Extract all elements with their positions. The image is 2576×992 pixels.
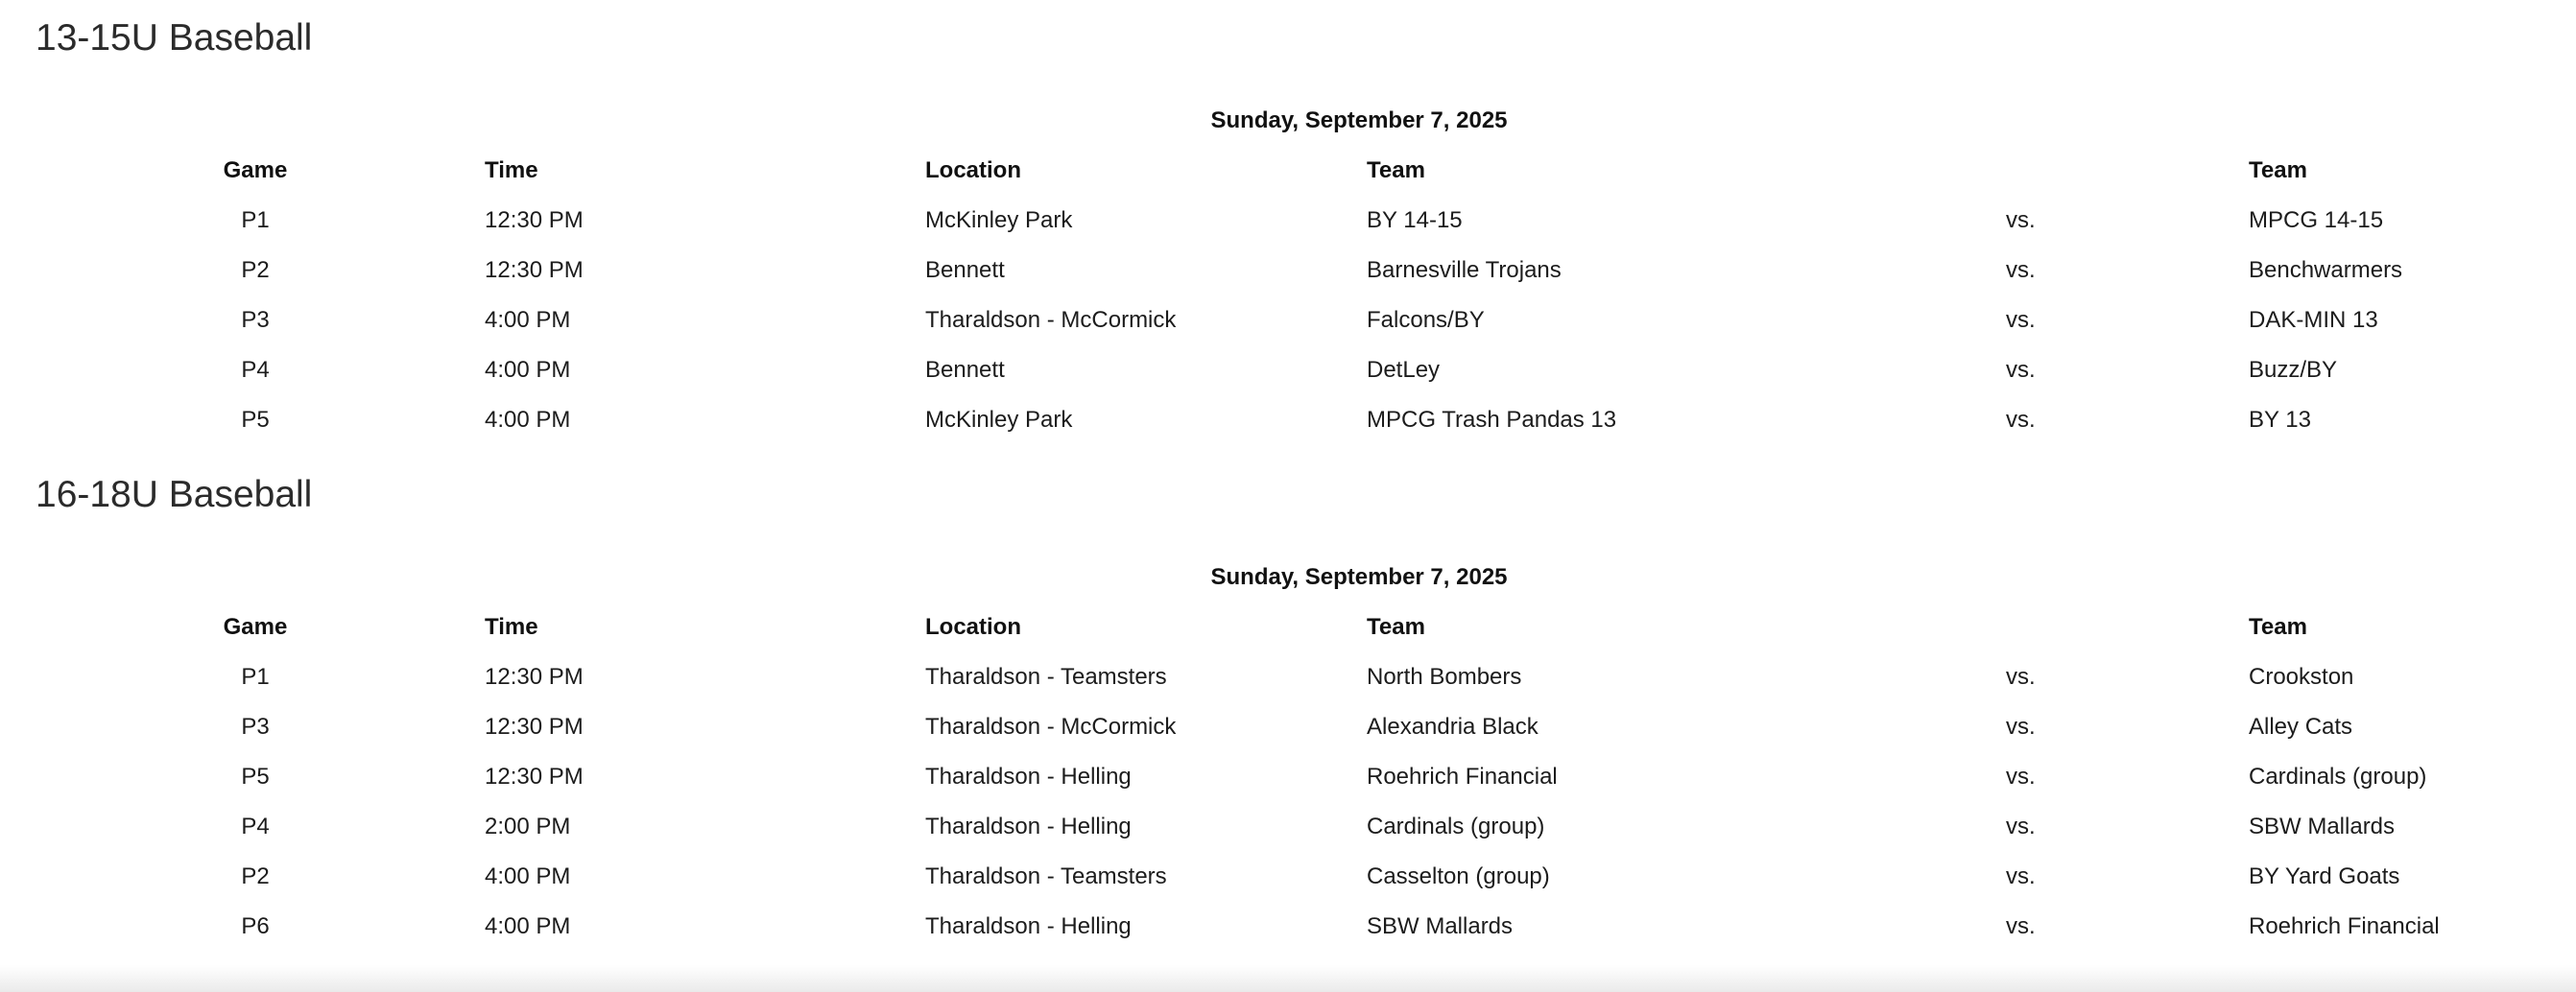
versus-label: vs. bbox=[2006, 207, 2036, 233]
game-time: 4:00 PM bbox=[485, 407, 571, 433]
game-time: 4:00 PM bbox=[485, 863, 571, 889]
versus-label: vs. bbox=[2006, 814, 2036, 839]
game-location: Tharaldson - Teamsters bbox=[925, 863, 1167, 889]
header-location: Location bbox=[925, 614, 1021, 640]
game-location: Tharaldson - Teamsters bbox=[925, 664, 1167, 690]
game-time: 4:00 PM bbox=[485, 357, 571, 383]
versus-label: vs. bbox=[2006, 357, 2036, 383]
team-away: Crookston bbox=[2249, 664, 2354, 690]
versus-label: vs. bbox=[2006, 257, 2036, 283]
table-row bbox=[0, 814, 2576, 852]
header-game: Game bbox=[223, 157, 288, 183]
date-heading: Sunday, September 7, 2025 bbox=[1210, 564, 1508, 590]
team-away: Benchwarmers bbox=[2249, 257, 2403, 283]
section-title: 16-18U Baseball bbox=[36, 474, 313, 515]
versus-label: vs. bbox=[2006, 407, 2036, 433]
game-location: Tharaldson - Helling bbox=[925, 764, 1132, 790]
table-row bbox=[0, 714, 2576, 752]
game-id: P3 bbox=[241, 307, 270, 333]
team-away: BY Yard Goats bbox=[2249, 863, 2400, 889]
team-away: MPCG 14-15 bbox=[2249, 207, 2384, 233]
game-id: P5 bbox=[241, 407, 270, 433]
versus-label: vs. bbox=[2006, 913, 2036, 939]
game-location: McKinley Park bbox=[925, 407, 1073, 433]
team-home: Casselton (group) bbox=[1367, 863, 1550, 889]
game-location: Bennett bbox=[925, 357, 1005, 383]
versus-label: vs. bbox=[2006, 764, 2036, 790]
game-time: 2:00 PM bbox=[485, 814, 571, 839]
team-home: Cardinals (group) bbox=[1367, 814, 1545, 839]
table-header-row bbox=[0, 614, 2576, 652]
game-time: 12:30 PM bbox=[485, 664, 584, 690]
team-home: DetLey bbox=[1367, 357, 1441, 383]
game-time: 4:00 PM bbox=[485, 913, 571, 939]
game-location: Bennett bbox=[925, 257, 1005, 283]
game-location: McKinley Park bbox=[925, 207, 1073, 233]
game-id: P4 bbox=[241, 814, 270, 839]
table-row bbox=[0, 764, 2576, 802]
date-heading: Sunday, September 7, 2025 bbox=[1210, 107, 1508, 133]
team-home: Roehrich Financial bbox=[1367, 764, 1558, 790]
table-row bbox=[0, 913, 2576, 952]
game-id: P1 bbox=[241, 664, 270, 690]
header-team-home: Team bbox=[1367, 614, 1425, 640]
versus-label: vs. bbox=[2006, 307, 2036, 333]
game-location: Tharaldson - McCormick bbox=[925, 307, 1177, 333]
team-home: North Bombers bbox=[1367, 664, 1522, 690]
game-id: P6 bbox=[241, 913, 270, 939]
game-location: Tharaldson - Helling bbox=[925, 814, 1132, 839]
game-id: P4 bbox=[241, 357, 270, 383]
team-home: Alexandria Black bbox=[1367, 714, 1538, 740]
table-row bbox=[0, 357, 2576, 395]
team-home: Barnesville Trojans bbox=[1367, 257, 1562, 283]
table-header-row bbox=[0, 157, 2576, 196]
game-id: P2 bbox=[241, 863, 270, 889]
game-id: P1 bbox=[241, 207, 270, 233]
header-game: Game bbox=[223, 614, 288, 640]
game-id: P2 bbox=[241, 257, 270, 283]
team-away: Roehrich Financial bbox=[2249, 913, 2440, 939]
game-id: P5 bbox=[241, 764, 270, 790]
table-row bbox=[0, 307, 2576, 345]
versus-label: vs. bbox=[2006, 714, 2036, 740]
team-home: MPCG Trash Pandas 13 bbox=[1367, 407, 1617, 433]
bottom-scroll-shade bbox=[0, 965, 2576, 992]
header-team-home: Team bbox=[1367, 157, 1425, 183]
section-title: 13-15U Baseball bbox=[36, 17, 313, 59]
game-time: 12:30 PM bbox=[485, 764, 584, 790]
header-team-away: Team bbox=[2249, 157, 2307, 183]
game-time: 12:30 PM bbox=[485, 257, 584, 283]
header-time: Time bbox=[485, 157, 538, 183]
table-row bbox=[0, 863, 2576, 902]
versus-label: vs. bbox=[2006, 664, 2036, 690]
team-away: Cardinals (group) bbox=[2249, 764, 2427, 790]
game-id: P3 bbox=[241, 714, 270, 740]
game-time: 12:30 PM bbox=[485, 207, 584, 233]
header-location: Location bbox=[925, 157, 1021, 183]
team-home: SBW Mallards bbox=[1367, 913, 1514, 939]
versus-label: vs. bbox=[2006, 863, 2036, 889]
table-row bbox=[0, 207, 2576, 246]
team-home: Falcons/BY bbox=[1367, 307, 1485, 333]
game-location: Tharaldson - Helling bbox=[925, 913, 1132, 939]
header-team-away: Team bbox=[2249, 614, 2307, 640]
team-away: Buzz/BY bbox=[2249, 357, 2338, 383]
table-row bbox=[0, 407, 2576, 445]
table-row bbox=[0, 664, 2576, 702]
game-location: Tharaldson - McCormick bbox=[925, 714, 1177, 740]
team-away: SBW Mallards bbox=[2249, 814, 2396, 839]
game-time: 4:00 PM bbox=[485, 307, 571, 333]
game-time: 12:30 PM bbox=[485, 714, 584, 740]
team-away: BY 13 bbox=[2249, 407, 2311, 433]
team-home: BY 14-15 bbox=[1367, 207, 1463, 233]
table-row bbox=[0, 257, 2576, 295]
team-away: DAK-MIN 13 bbox=[2249, 307, 2378, 333]
team-away: Alley Cats bbox=[2249, 714, 2353, 740]
header-time: Time bbox=[485, 614, 538, 640]
